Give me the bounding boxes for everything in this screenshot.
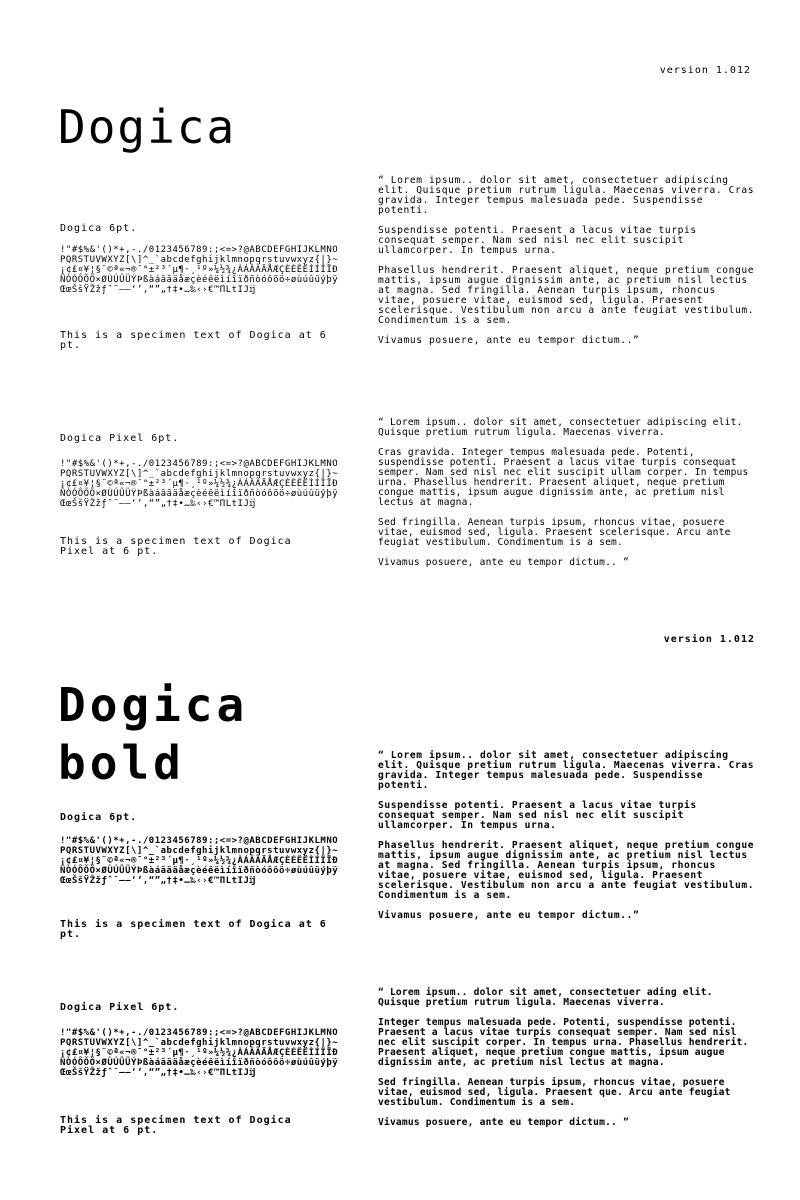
character-set: !"#$%&'()*+,-./0123456789:;<=>?@ABCDEFGHIJKLMNOPQRSTUVWXYZ[\]^_`abcdefghijklmnopqrstuvwxyz{|}~ ¡¢£¤¥¦§¨©ª«¬®¯°±²³´µ¶·¸¹º»¼½¾¿ÀÁÂÃÄÅÆÇÈÉÊËÌÍÎÏÐÑÒÓÔÕÖ×ØÙÚÛÜÝÞßàáâãäåæçèéêëìíîïðñòóôõö÷øùúûüýþÿŒœŠšŸŽžƒˆ˜–—‘’‚“”„†‡•…‰‹›€™ΠLtIJĳ bbox=[60, 1028, 339, 1078]
font-title bbox=[58, 676, 248, 792]
paragraph: Phasellus hendrerit. Praesent aliquet, neque pretium congue mattis, ipsum augue dignissim ante, ac pretium nisl lectus at magna. Sed fringilla. Aenean turpis ipsum, rhoncus vitae, posuere vitae, euismod sed, ligula. Praesent scelerisque. Vestibulum non arcu a ante feugiat vestibulum. Condimentum is a sem. bbox=[378, 265, 755, 326]
specimen-sentence: This is a specimen text of Dogica Pixel at 6 pt. bbox=[60, 1115, 292, 1136]
paragraph: “ Lorem ipsum.. dolor sit amet, consectetuer adipiscing elit. Quisque pretium rutrum ligula. Maecenas viverra. bbox=[378, 417, 743, 438]
paragraph: Vivamus posuere, ante eu tempor dictum.. ” bbox=[378, 557, 629, 568]
sample-paragraphs bbox=[378, 176, 758, 356]
paragraph: “ Lorem ipsum.. dolor sit amet, consectetuer ading elit. Quisque pretium rutrum ligula. Maecenas viverra. bbox=[378, 987, 713, 1008]
font-title-line: bold bbox=[58, 736, 185, 790]
sample-paragraphs bbox=[378, 751, 758, 931]
character-set: !"#$%&'()*+,-./0123456789:;<=>?@ABCDEFGHIJKLMNOPQRSTUVWXYZ[\]^_`abcdefghijklmnopqrstuvwxyz{|}~ ¡¢£¤¥¦§¨©ª«¬®¯°±²³´µ¶·¸¹º»¼½¾¿ÀÁÂÃÄÅÆÇÈÉÊËÌÍÎÏÐÑÒÓÔÕÖ×ØÙÚÛÜÝÞßàáâãäåæçèéêëìíîïðñòóôõö÷øùúûüýþÿŒœŠšŸŽžƒˆ˜–—‘’‚“”„†‡•…‰‹›€™ΠLtIJĳ bbox=[60, 459, 339, 509]
version-label: version 1.012 bbox=[663, 634, 755, 645]
paragraph: Sed fringilla. Aenean turpis ipsum, rhoncus vitae, posuere vitae, euismod sed, ligula. Praesent scelerisque. Arcu ante feugiat vestibulum. Condimentum is a sem. bbox=[378, 517, 731, 548]
character-set: !"#$%&'()*+,-./0123456789:;<=>?@ABCDEFGHIJKLMNOPQRSTUVWXYZ[\]^_`abcdefghijklmnopqrstuvwxyz{|}~ ¡¢£¤¥¦§¨©ª«¬®¯°±²³´µ¶·¸¹º»¼½¾¿ÀÁÂÃÄÅÆÇÈÉÊËÌÍÎÏÐÑÒÓÔÕÖ×ØÙÚÛÜÝÞßàáâãäåæçèéêëìíîïðñòóôõö÷øùúûüýþÿŒœŠšŸŽžƒˆ˜–—‘’‚“”„†‡•…‰‹›€™ΠLtIJĳ bbox=[60, 836, 339, 886]
specimen-sentence: This is a specimen text of Dogica at 6 pt. bbox=[60, 330, 327, 351]
section-label-dogica: Dogica 6pt. bbox=[60, 812, 138, 823]
section-label-dogica: Dogica 6pt. bbox=[60, 223, 138, 234]
paragraph: Vivamus posuere, ante eu tempor dictum..” bbox=[378, 335, 640, 346]
section-label-dogica-pixel: Dogica Pixel 6pt. bbox=[60, 433, 180, 444]
paragraph: Vivamus posuere, ante eu tempor dictum.. ” bbox=[378, 1117, 629, 1128]
paragraph: Sed fringilla. Aenean turpis ipsum, rhoncus vitae, posuere vitae, euismod sed, ligula. Praesent que. Arcu ante feugiat vestibulum. Condimentum is a sem. bbox=[378, 1077, 731, 1108]
section-label-dogica-pixel: Dogica Pixel 6pt. bbox=[60, 1002, 180, 1013]
specimen-sentence: This is a specimen text of Dogica at 6 pt. bbox=[60, 919, 327, 940]
paragraph: Phasellus hendrerit. Praesent aliquet, neque pretium congue mattis, ipsum augue dignissim ante, ac pretium nisl lectus at magna. Sed fringilla. Aenean turpis ipsum, rhoncus vitae, posuere vitae, euismod sed, ligula. Praesent scelerisque. Vestibulum non arcu a ante feugiat vestibulum. Condimentum is a sem. bbox=[378, 840, 755, 901]
paragraph: Suspendisse potenti. Praesent a lacus vitae turpis consequat semper. Nam sed nisl nec elit suscipit ullamcorper. In tempus urna. bbox=[378, 225, 697, 256]
character-set: !"#$%&'()*+,-./0123456789:;<=>?@ABCDEFGHIJKLMNOPQRSTUVWXYZ[\]^_`abcdefghijklmnopqrstuvwxyz{|}~ ¡¢£¤¥¦§¨©ª«¬®¯°±²³´µ¶·¸¹º»¼½¾¿ÀÁÂÃÄÅÆÇÈÉÊËÌÍÎÏÐÑÒÓÔÕÖ×ØÙÚÛÜÝÞßàáâãäåæçèéêëìíîïðñòóôõö÷øùúûüýþÿŒœŠšŸŽžƒˆ˜–—‘’‚“”„†‡•…‰‹›€™ΠLtIJĳ bbox=[60, 245, 339, 295]
paragraph: “ Lorem ipsum.. dolor sit amet, consectetuer adipiscing elit. Quisque pretium rutrum ligula. Maecenas viverra. Cras gravida. Integer tempus malesuada pede. Suspendisse potenti. bbox=[378, 175, 755, 216]
font-title: Dogica bbox=[58, 100, 237, 154]
sample-paragraphs bbox=[378, 988, 758, 1138]
specimen-sentence: This is a specimen text of Dogica Pixel at 6 pt. bbox=[60, 536, 292, 557]
font-title-line: Dogica bbox=[58, 678, 249, 732]
sample-paragraphs bbox=[378, 418, 758, 578]
paragraph: Vivamus posuere, ante eu tempor dictum..” bbox=[378, 910, 640, 921]
specimen-page-bold bbox=[0, 600, 800, 1200]
paragraph: “ Lorem ipsum.. dolor sit amet, consectetuer adipiscing elit. Quisque pretium rutrum ligula. Maecenas viverra. Cras gravida. Integer tempus malesuada pede. Suspendisse potenti. bbox=[378, 750, 755, 791]
paragraph: Integer tempus malesuada pede. Potenti, suspendisse potenti. Praesent a lacus vitae turpis consequat semper. Nam sed nisl nec elit suscipit corper. In tempus urna. Phasellus hendrerit. Praesent aliquet, neque pretium congue mattis, ipsum augue dignissim ante, ac pretium nisl lectus at magna. bbox=[378, 1017, 749, 1068]
paragraph: Suspendisse potenti. Praesent a lacus vitae turpis consequat semper. Nam sed nisl nec elit suscipit ullamcorper. In tempus urna. bbox=[378, 800, 697, 831]
version-label: version 1.012 bbox=[659, 65, 751, 76]
paragraph: Cras gravida. Integer tempus malesuada pede. Potenti, suspendisse potenti. Praesent a lacus vitae turpis consequat semper. Nam sed nisl nec elit suscipit ullam corper. In tempus urna. Phasellus hendrerit. Praesent aliquet, neque pretium congue mattis, ipsum augue dignissim ante, ac pretium nisl lectus at magna. bbox=[378, 447, 749, 508]
